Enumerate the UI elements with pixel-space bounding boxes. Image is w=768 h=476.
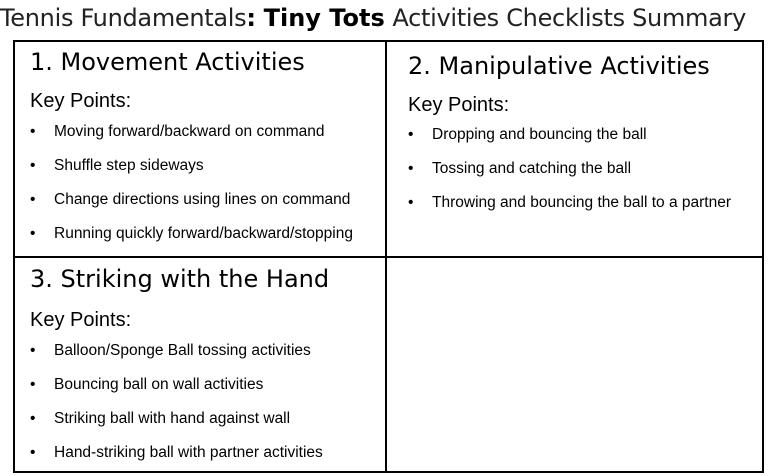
bullet-icon: • [408, 194, 414, 211]
title-suffix: Activities Checklists Summary [392, 4, 746, 32]
key-points-list [408, 118, 762, 220]
list-item: • Shuffle step sideways [30, 149, 382, 183]
list-item: • Hand-striking ball with partner activities [30, 436, 382, 470]
key-points-list [30, 115, 382, 251]
page-title [0, 0, 768, 36]
empty-cell [388, 258, 762, 471]
list-item: • Change directions using lines on command [30, 183, 382, 217]
list-item: • Striking ball with hand against wall [30, 402, 382, 436]
section-heading: 3. Striking with the Hand [30, 265, 330, 293]
title-program: Tiny Tots [263, 4, 385, 32]
bullet-icon: • [30, 157, 36, 174]
title-prefix: Tennis Fundamentals [0, 4, 247, 32]
bullet-icon: • [30, 191, 36, 208]
section-manipulative [408, 50, 762, 254]
bullet-icon: • [30, 225, 36, 242]
key-points-list [30, 334, 382, 470]
key-points-label: Key Points: [30, 309, 132, 331]
section-striking [30, 263, 382, 471]
bullet-icon: • [30, 342, 36, 359]
list-item: • Balloon/Sponge Ball tossing activities [30, 334, 382, 368]
bullet-icon: • [30, 123, 36, 140]
section-heading: 2. Manipulative Activities [408, 52, 710, 80]
list-item: • Dropping and bouncing the ball [408, 118, 762, 152]
list-item: • Throwing and bouncing the ball to a partner [408, 186, 762, 220]
bullet-icon: • [30, 444, 36, 461]
bullet-icon: • [408, 160, 414, 177]
key-points-label: Key Points: [30, 90, 132, 112]
section-movement [30, 46, 382, 254]
list-item: • Bouncing ball on wall activities [30, 368, 382, 402]
list-item: • Tossing and catching the ball [408, 152, 762, 186]
title-colon: : [246, 4, 256, 32]
bullet-icon: • [408, 126, 414, 143]
key-points-label: Key Points: [408, 94, 510, 116]
list-item: • Moving forward/backward on command [30, 115, 382, 149]
bullet-icon: • [30, 376, 36, 393]
bullet-icon: • [30, 410, 36, 427]
list-item: • Running quickly forward/backward/stopping [30, 217, 382, 251]
section-heading: 1. Movement Activities [30, 48, 305, 76]
